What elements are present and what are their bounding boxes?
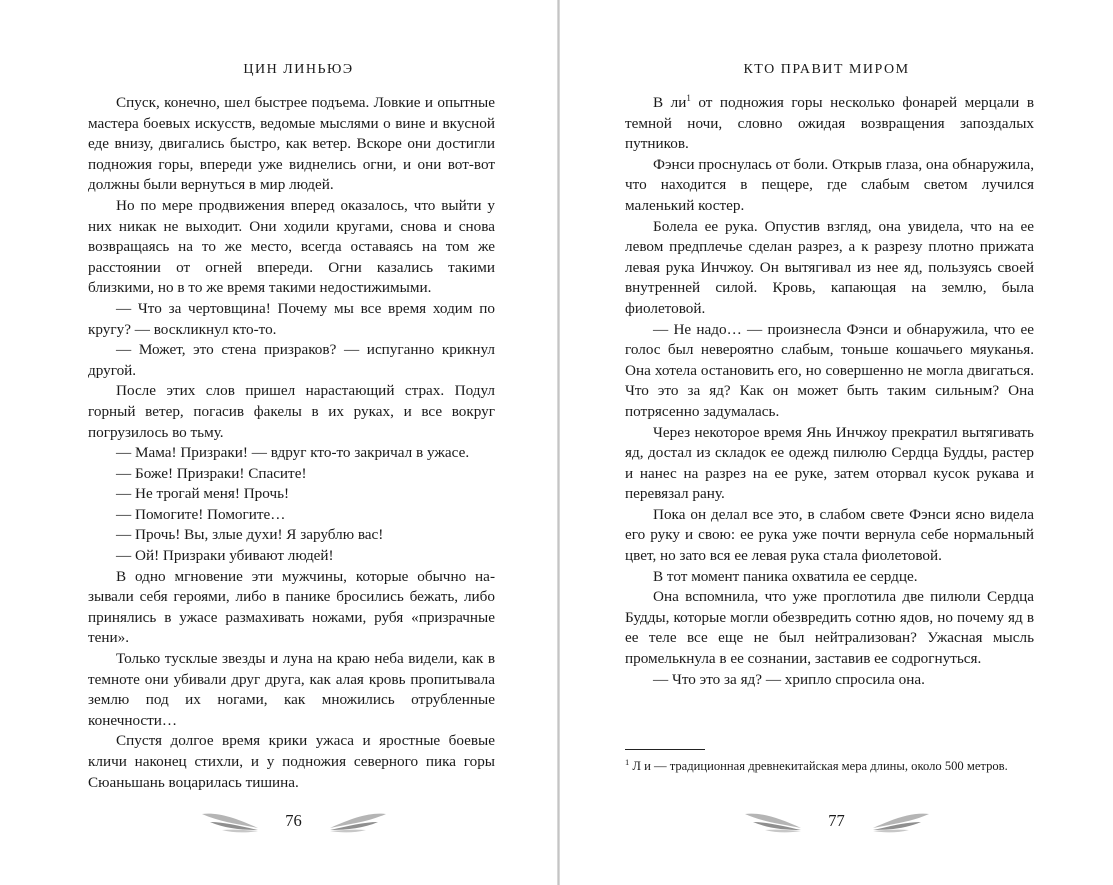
paragraph: — Что это за яд? — хрипло спросила она. [653,670,925,688]
folio-right [560,808,1113,834]
paragraph: — Что за чертовщина! Почему мы все время ходим по кругу? — воскликнул кто-то. [88,299,495,338]
paragraph: — Мама! Призраки! — вдруг кто-то закричал в ужасе. [116,444,470,462]
paragraph: Болела ее рука. Опустив взгляд, она увидела, что на ее левом предплечье сделан разрез, а к разрезу плотно прижата левая рука Инчжоу. Он вытягивал из нее яд, пользуясь своей внутренней силой. Кровь, капающая на землю, была фиолетовой. [625,217,1034,317]
paragraph: Пока он делал все это, в слабом свете Фэнси ясно видела его руку и свою: ее рука уже почти вернула себе нормальный цвет, но зато вся ее левая рука стала фиолетовой. [625,505,1034,565]
paragraph: После этих слов пришел нарастающий страх. Подул горный ветер, погасив факелы в их руках, и все вокруг погрузилось во тьму. [88,382,495,441]
folio-left [0,808,557,834]
paragraph: Спустя долгое время крики ужаса и яростные боевые кличи наконец стихли, и у подножия северного пика горы Сюаньшань воцарилась тишина. [88,732,495,791]
page-number: 76 [285,811,302,830]
laurel-leaf-icon [200,808,262,834]
paragraph: — Помогите! Помогите… [116,505,286,523]
paragraph: Но по мере продвижения вперед оказалось, что выйти у них никак не выходит. Они ходили кругами, снова и снова возвращаясь на то же место, всегда оставаясь на том же расстоянии от огней впереди. Огни казались такими близкими, но в то же время такими недостижимыми. [88,196,495,297]
paragraph: В тот момент паника охватила ее сердце. [653,567,918,585]
footnote [625,757,1034,776]
paragraph: Спуск, конечно, шел быстрее подъема. Ловкие и опытные мастера боевых искусств, ведомые мыслями о вине и вкусной еде внизу, двигались быстро, как ветер. Вскоре они достигли подножия горы, впереди уже виднелись огни, и они вот-вот должны были вернуться в мир людей. [88,94,495,194]
paragraph [625,93,1034,155]
right-page-body [625,93,1034,690]
left-page-body [88,93,495,793]
paragraph: — Ой! Призраки убивают людей! [116,547,334,565]
right-page [560,0,1113,885]
paragraph: — Боже! Призраки! Спасите! [116,464,307,482]
paragraph: — Может, это стена призраков? — испуганно крикнул другой. [88,341,495,379]
paragraph: Только тусклые звезды и луна на краю неба видели, как в темноте они убивали друг друга, как алая кровь пропитывала землю под их ногами, как множились отрубленные конечности… [88,650,495,729]
paragraph: Через некоторое время Янь Инчжоу прекратил вытягивать яд, достал из складок ее одежд пилюлю Сердца Будды, растер и нанес на разрез на ее руке, затем оторвал кусок рукава и перевязал рану. [625,423,1034,503]
paragraph: — Прочь! Вы, злые духи! Я зарублю вас! [116,526,384,544]
footnote-number: 1 [625,756,630,767]
paragraph: Фэнси проснулась от боли. Открыв глаза, она обнаружила, что находится в пещере, где слабым светом лучился маленький костер. [625,155,1034,214]
running-header-left: ЦИН ЛИНЬЮЭ [243,62,354,77]
running-header-right: КТО ПРАВИТ МИРОМ [743,62,910,77]
footnote-text: Л и — традиционная древнекитайская мера длины, около 500 метров. [629,759,1008,773]
laurel-leaf-icon [869,808,931,834]
paragraph: Она вспомнила, что уже проглотила две пилюли Сердца Будды, которые могли обезвредить сотню ядов, но почему яд в ее теле все еще не был нейтрализован? Ужасная мысль промелькнула в ее сознании, заставив ее содрогнуться. [625,588,1034,668]
laurel-leaf-icon [326,808,388,834]
paragraph-text: от подножия горы несколько фонарей мерцали в темной ночи, словно ожидая возвращения запоздалых путников. [625,94,1034,153]
paragraph: — Не трогай меня! Прочь! [116,485,290,503]
paragraph: В одно мгновение эти мужчины, которые обычно называли себя героями, либо в панике бросились бежать, либо принялись в ужасе размахивать ножами, рубя «призрачные тени». [88,567,495,647]
paragraph: — Не надо… — произнесла Фэнси и обнаружила, что ее голос был невероятно слабым, тоньше кошачьего мяуканья. Она хотела остановить его, но совершенно не могла двигаться. Что это за яд? Как он может быть таким сильным? Она потрясенно задумалась. [625,320,1034,420]
page-number: 77 [828,811,845,830]
footnote-marker: 1 [686,92,691,103]
footnote-rule [625,749,705,750]
laurel-leaf-icon [743,808,805,834]
paragraph-text: В ли [653,94,687,111]
